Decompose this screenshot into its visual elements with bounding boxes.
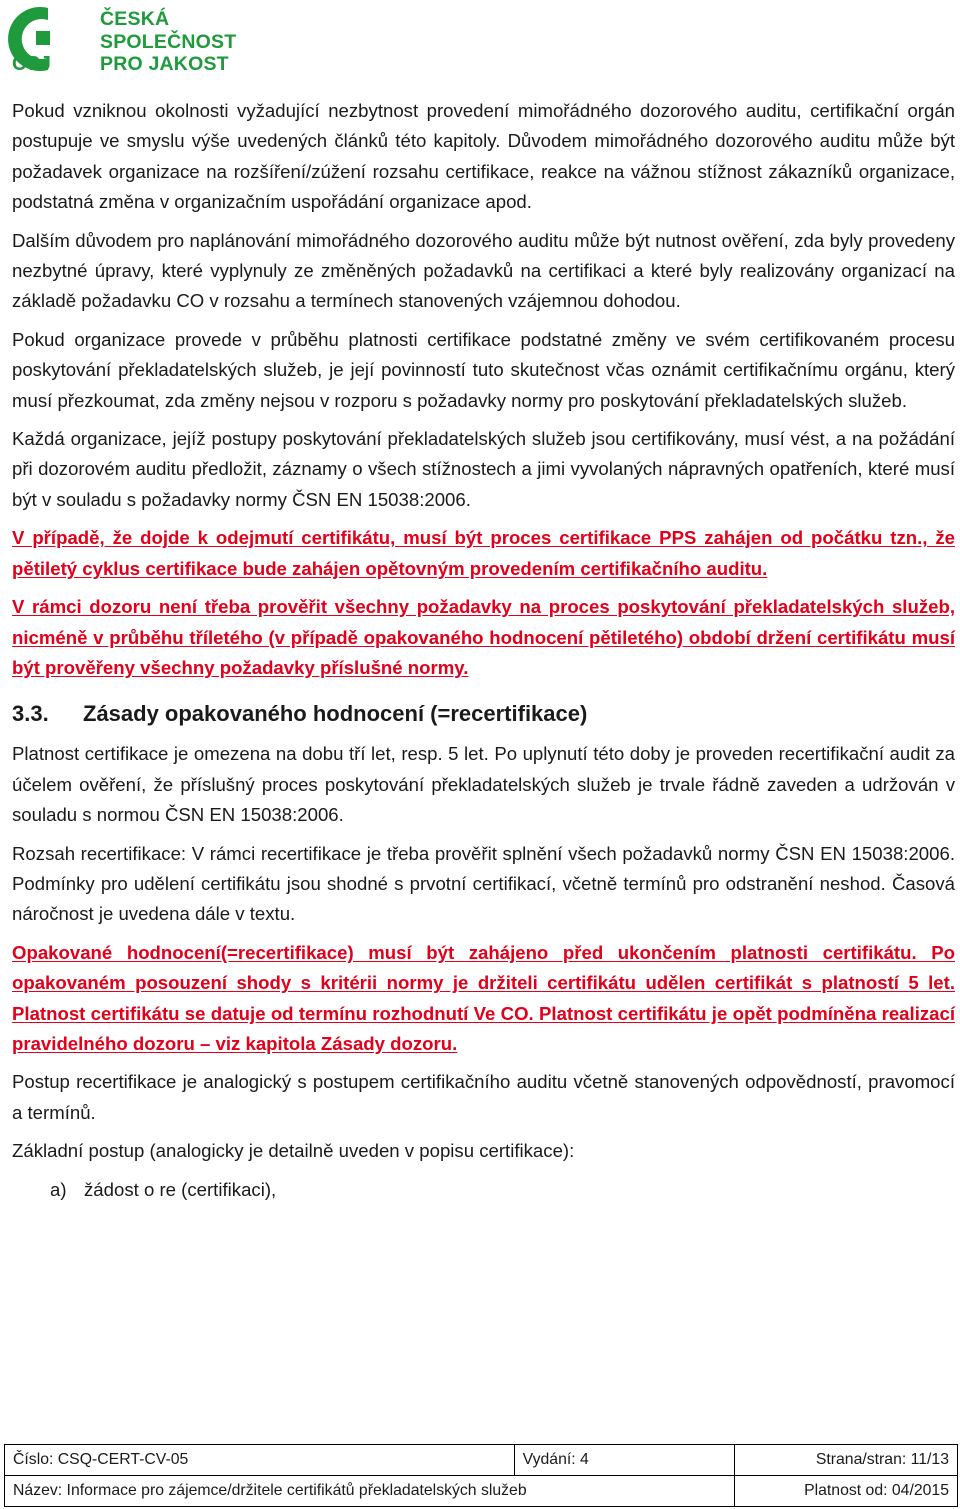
highlight-paragraph: Opakované hodnocení(=recertifikace) musí být zahájeno před ukončením platnosti certifikátu. Po opakovaném posouzení shody s kritérii normy je držiteli certifikátu udělen certifikát s platností 5 let. Platnost certifikátu se datuje od termínu rozhodnutí Ve CO. Platnost certifikátu je opět podmíněna realizací pravidelného dozoru – viz kapitola Zásady dozoru. (12, 941, 955, 1054)
list-text: žádost o re (certifikaci), (84, 1178, 277, 1200)
paragraph: Pokud vzniknou okolnosti vyžadující nezbytnost provedení mimořádného dozorového auditu, certifikační orgán postupuje ve smyslu výše uvedených článků této kapitoly. Důvodem mimořádného dozorového auditu může být požadavek organizace na rozšíření/zúžení rozsahu certifikace, reakce na vážnou stížnost zákazníků organizace, podstatná změna v organizačním uspořádání organizace apod. (12, 100, 955, 213)
logo-line-2: SPOLEČNOST (100, 30, 237, 53)
list-item (50, 1175, 955, 1205)
paragraph: Dalším důvodem pro naplánování mimořádného dozorového auditu může být nutnost ověření, zda byly provedeny nezbytné úpravy, které vyplynuly ze změněných požadavků na certifikaci a které byly realizovány organizací na základě požadavku CO v rozsahu a termínech stanovených vzájemnou dohodou. (12, 229, 955, 312)
footer-table (4, 1444, 958, 1507)
highlight-paragraph: V rámci dozoru není třeba prověřit všechny požadavky na proces poskytování překladatelských služeb, nicméně v průběhu tříletého (v případě opakovaného hodnocení pětiletého) období držení certifikátu musí být prověřeny všechny požadavky příslušné normy. (12, 596, 955, 678)
section-heading (12, 697, 955, 731)
footer-row (5, 1476, 958, 1507)
footer-edition: Vydání: 4 (514, 1445, 734, 1476)
highlight-paragraph: V případě, že dojde k odejmutí certifikátu, musí být proces certifikace PPS zahájen od počátku tzn., že pětiletý cyklus certifikace bude zahájen opětovným provedením certifikačního auditu. (12, 527, 955, 579)
logo (8, 4, 248, 74)
footer-doc-number: Číslo: CSQ-CERT-CV-05 (5, 1445, 515, 1476)
paragraph: Pokud organizace provede v průběhu platnosti certifikace podstatné změny ve svém certifikovaném procesu poskytování překladatelských služeb, je její povinností tuto skutečnost včas oznámit certifikačnímu orgánu, který musí přezkoumat, zda změny nejsou v rozporu s požadavky normy pro poskytování překladatelských služeb. (12, 328, 955, 411)
logo-text (100, 8, 236, 76)
logo-line-3: PRO JAKOST (100, 53, 229, 75)
logo-line-1: ČESKÁ (100, 8, 170, 30)
logo-mark-text: ČSJ (12, 53, 51, 74)
logo-mark-icon (8, 4, 98, 74)
paragraph: Platnost certifikace je omezena na dobu tří let, resp. 5 let. Po uplynutí této doby je proveden recertifikační audit za účelem ověření, že příslušný proces poskytování překladatelských služeb je trvale řádně zaveden a udržován v souladu s normou ČSN EN 15038:2006. (12, 743, 955, 826)
footer-page: Strana/stran: 11/13 (735, 1445, 958, 1476)
paragraph: Každá organizace, jejíž postupy poskytování překladatelských služeb jsou certifikovány, musí vést, a na požádání při dozorovém auditu předložit, záznamy o všech stížnostech a jimi vyvolaných nápravných opatřeních, které musí být v souladu s požadavky normy ČSN EN 15038:2006. (12, 428, 955, 510)
section-number: 3.3. (12, 701, 49, 727)
footer-row (5, 1445, 958, 1476)
document-body (12, 96, 955, 1205)
paragraph: Základní postup (analogicky je detailně uveden v popisu certifikace): (12, 1140, 575, 1162)
section-title: Zásady opakovaného hodnocení (=recertifikace) (83, 701, 588, 727)
footer-valid-from: Platnost od: 04/2015 (735, 1476, 958, 1507)
footer-title: Název: Informace pro zájemce/držitele certifikátů překladatelských služeb (5, 1476, 735, 1507)
paragraph: Postup recertifikace je analogický s postupem certifikačního auditu včetně stanovených odpovědností, pravomocí a termínů. (12, 1071, 955, 1123)
paragraph: Rozsah recertifikace: V rámci recertifikace je třeba prověřit splnění všech požadavků normy ČSN EN 15038:2006. Podmínky pro udělení certifikátu jsou shodné s prvotní certifikací, včetně termínů pro odstranění neshod. Časová náročnost je uvedena dále v textu. (12, 842, 955, 925)
list-marker: a) (50, 1178, 67, 1200)
